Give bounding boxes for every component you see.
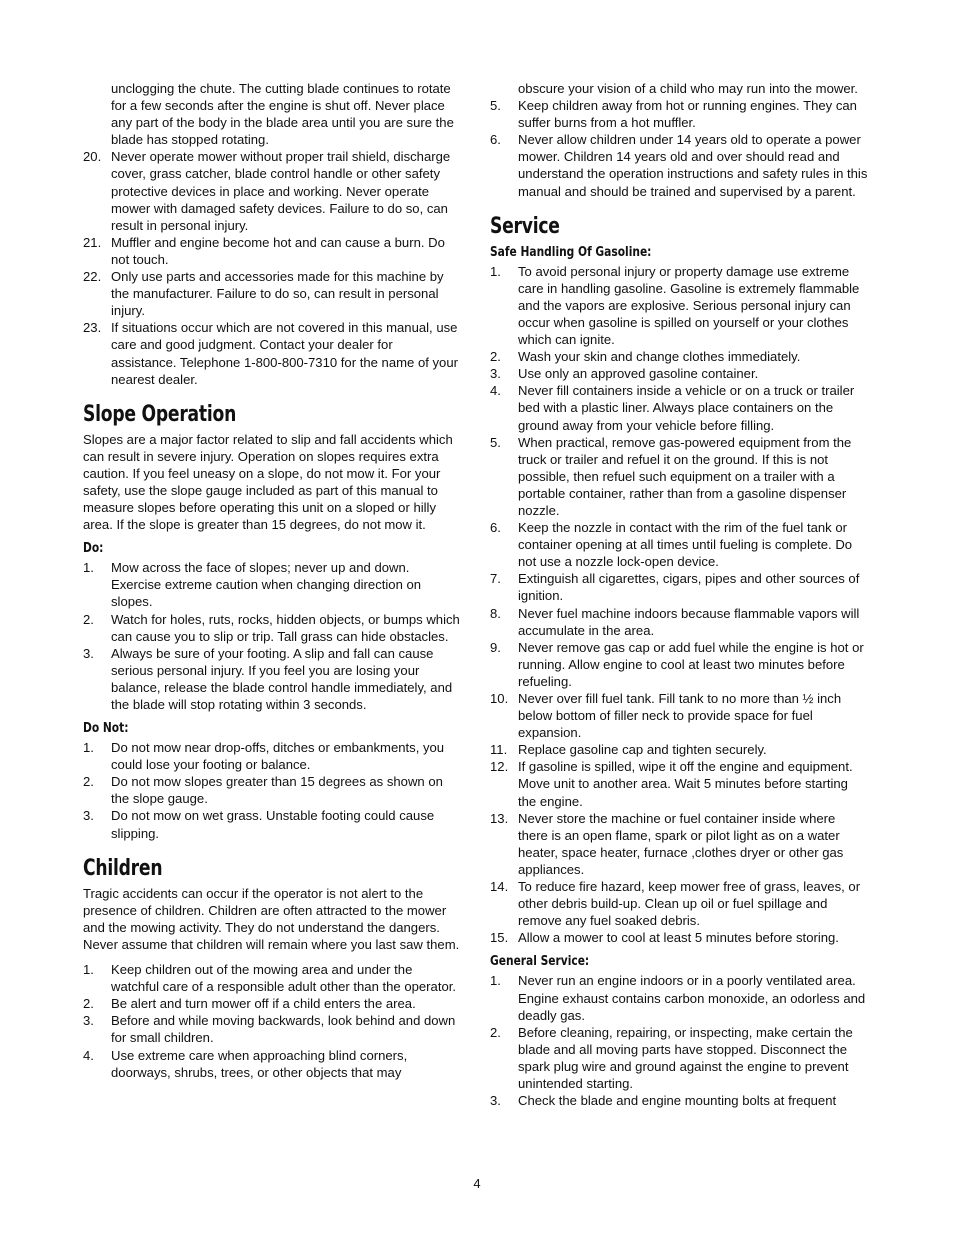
list-item-number: 6. [490, 132, 501, 148]
list-item-number: 7. [490, 571, 501, 587]
list-item [83, 268, 461, 319]
list-item-number: 3. [83, 808, 94, 824]
list-item-text: Never store the machine or fuel container inside where there is an open flame, spark or pilot light as on a water heater, space heater, furnace ,clothes dryer or other gas appliances. [518, 810, 844, 877]
list-item-number: 8. [490, 605, 501, 621]
list-item-text: When practical, remove gas-powered equipment from the truck or trailer and refuel it on the ground. If this is not possible, then refuel such equipment on a trailer with a portable container, rather than from a gasoline dispenser nozzle. [518, 434, 852, 518]
list-item-text: Before and while moving backwards, look behind and down for small children. [111, 1013, 456, 1046]
list-item [490, 1092, 868, 1109]
list-item [83, 148, 461, 233]
gasoline-list [490, 263, 868, 947]
list-item [490, 1024, 868, 1092]
list-item-text: Always be sure of your footing. A slip and fall can cause serious personal injury. If you feel you are losing your balance, release the blade control handle immediately, and the blade will stop rotating within 3 seconds. [111, 645, 453, 712]
slope-intro: Slopes are a major factor related to slip and fall accidents which can result in severe injury. Operation on slopes requires extra caution. If you feel uneasy on a slope, do not mow it. For your safety, use the slope gauge included as part of this manual to measure slopes before operating this unit on a sloped or hilly area. If the slope is greater than 15 degrees, do not mow it. [83, 431, 453, 533]
children-intro: Tragic accidents can occur if the operator is not alert to the presence of children. Children are often attracted to the mower and the mowing activity. They do not understand the dangers. Never assume that children will remain where you last saw them. [83, 885, 460, 952]
list-item-text: Muffler and engine become hot and can cause a burn. Do not touch. [111, 234, 445, 267]
list-item [490, 690, 868, 741]
list-item-number: 1. [490, 263, 501, 279]
list-item-text: To avoid personal injury or property damage use extreme care in handling gasoline. Gasoline is extremely flammable and the vapors are explosive. Serious personal injury can occur when gasoline is spilled on yourself or your clothes which can ignite. [518, 263, 860, 348]
list-item-number: 9. [490, 639, 501, 655]
list-item-number: 21. [83, 234, 102, 250]
children-list [83, 961, 461, 1081]
list-item-number: 1. [83, 560, 94, 576]
list-item [490, 878, 868, 929]
list-item-number: 2. [83, 996, 94, 1012]
list-item-number: 12. [490, 759, 509, 775]
list-item-number: 23. [83, 320, 102, 336]
safety-list-continued [83, 148, 461, 387]
list-item-number: 4. [490, 383, 501, 399]
list-item [83, 645, 461, 713]
list-item-text: Be alert and turn mower off if a child enters the area. [111, 996, 416, 1012]
list-item [490, 519, 868, 570]
list-item-text: Do not mow on wet grass. Unstable footing could cause slipping. [111, 808, 435, 841]
list-item-text: Use only an approved gasoline container. [518, 366, 759, 382]
list-item-text: Never over fill fuel tank. Fill tank to no more than ½ inch below bottom of filler neck to provide space for fuel expansion. [518, 691, 842, 741]
do-heading: Do: [83, 541, 104, 557]
list-item-number: 2. [490, 1024, 501, 1040]
intro-continuation: unclogging the chute. The cutting blade continues to rotate for a few seconds after the engine is shut off. Never place any part of the body in the blade area until you are sure the blade has stopped rotating. [111, 81, 454, 148]
list-item-number: 3. [490, 366, 501, 382]
children-continuation: obscure your vision of a child who may run into the mower. [518, 81, 858, 96]
list-item [83, 319, 461, 387]
list-item [490, 639, 868, 690]
list-item-text: Wash your skin and change clothes immediately. [518, 349, 801, 365]
general-service-list [490, 972, 868, 1109]
list-item-number: 13. [490, 810, 509, 826]
list-item [83, 559, 461, 610]
list-item-number: 6. [490, 520, 501, 536]
list-item [83, 611, 461, 645]
list-item-number: 10. [490, 691, 509, 706]
list-item-text: Mow across the face of slopes; never up and down. Exercise extreme caution when changing direction on slopes. [111, 560, 422, 610]
list-item-text: Use extreme care when approaching blind corners, doorways, shrubs, trees, or other objects that may [111, 1047, 408, 1080]
list-item-number: 5. [490, 98, 501, 114]
list-item-text: Never fuel machine indoors because flammable vapors will accumulate in the area. [518, 605, 860, 638]
list-item [490, 929, 868, 946]
list-item [490, 570, 868, 604]
list-item-text: Never allow children under 14 years old to operate a power mower. Children 14 years old and over should read and understand the operation instructions and safety rules in this manual and should be trained and supervised by a parent. [518, 132, 868, 199]
list-item [83, 807, 461, 841]
list-item-text: Never fill containers inside a vehicle or on a truck or trailer bed with a plastic liner. Always place containers on the ground away from your vehicle before filling. [518, 383, 855, 433]
list-item [83, 1047, 461, 1081]
list-item [83, 773, 461, 807]
list-item-text: If gasoline is spilled, wipe it off the engine and equipment. Move unit to another area. Wait 5 minutes before starting the engine. [518, 759, 853, 809]
service-heading: Service [490, 213, 560, 239]
page-number: 4 [473, 1176, 481, 1191]
list-item [83, 234, 461, 268]
list-item-text: Watch for holes, ruts, rocks, hidden objects, or bumps which can cause you to slip or trip. Tall grass can hide obstacles. [111, 611, 460, 644]
children-heading: Children [83, 855, 163, 881]
list-item [490, 382, 868, 433]
list-item-text: Do not mow slopes greater than 15 degrees as shown on the slope gauge. [111, 774, 443, 807]
list-item-number: 5. [490, 434, 501, 450]
list-item-text: Keep children out of the mowing area and under the watchful care of a responsible adult other than the operator. [111, 962, 457, 995]
list-item-text: Check the blade and engine mounting bolts at frequent [518, 1093, 837, 1109]
list-item-text: Before cleaning, repairing, or inspecting, make certain the blade and all moving parts have stopped. Disconnect the spark plug wire and ground against the engine to prevent unintended starting. [518, 1024, 853, 1091]
list-item [490, 97, 868, 131]
right-column [490, 80, 868, 1117]
list-item [490, 263, 868, 348]
list-item-number: 2. [490, 349, 501, 365]
list-item-number: 1. [83, 962, 94, 978]
list-item-text: Allow a mower to cool at least 5 minutes before storing. [518, 930, 839, 946]
list-item-number: 20. [83, 149, 102, 165]
list-item [490, 348, 868, 365]
do-not-list [83, 739, 461, 842]
list-item-number: 2. [83, 611, 94, 627]
list-item-number: 3. [490, 1093, 501, 1109]
left-column [83, 80, 461, 1089]
list-item-text: Keep children away from hot or running engines. They can suffer burns from a hot muffler. [518, 98, 857, 131]
list-item [83, 739, 461, 773]
list-item [83, 961, 461, 995]
list-item-number: 4. [83, 1047, 94, 1063]
list-item-text: Never run an engine indoors or in a poorly ventilated area. Engine exhaust contains carbon monoxide, an odorless and deadly gas. [518, 973, 866, 1023]
do-not-heading: Do Not: [83, 721, 129, 737]
slope-operation-heading: Slope Operation [83, 401, 237, 427]
do-list [83, 559, 461, 713]
list-item [490, 972, 868, 1023]
list-item [490, 434, 868, 519]
list-item [490, 131, 868, 199]
list-item-number: 22. [83, 269, 102, 285]
list-item-number: 11. [490, 742, 508, 758]
list-item-number: 1. [83, 740, 94, 756]
list-item-text: If situations occur which are not covered in this manual, use care and good judgment. Contact your dealer for assistance. Telephone 1-800-800-7310 for the name of your nearest dealer. [111, 320, 458, 387]
list-item [83, 995, 461, 1012]
list-item-text: Replace gasoline cap and tighten securely. [518, 742, 767, 758]
children-list-continued [490, 97, 868, 200]
list-item [83, 1012, 461, 1046]
list-item [490, 758, 868, 809]
list-item [490, 741, 868, 758]
list-item-number: 3. [83, 1013, 94, 1029]
list-item-text: Only use parts and accessories made for this machine by the manufacturer. Failure to do so, can result in personal injury. [111, 269, 444, 319]
list-item-number: 2. [83, 774, 94, 790]
list-item-text: To reduce fire hazard, keep mower free of grass, leaves, or other debris build-up. Clean up oil or fuel spillage and remove any fuel soaked debris. [518, 879, 861, 929]
list-item-number: 14. [490, 879, 509, 895]
list-item-text: Keep the nozzle in contact with the rim of the fuel tank or container opening at all times until fueling is complete. Do not use a nozzle lock-open device. [518, 520, 853, 570]
gasoline-heading: Safe Handling Of Gasoline: [490, 244, 652, 260]
list-item-number: 1. [490, 973, 501, 989]
general-service-heading: General Service: [490, 954, 590, 970]
list-item-number: 15. [490, 930, 509, 946]
list-item [490, 810, 868, 878]
list-item [490, 605, 868, 639]
list-item-text: Extinguish all cigarettes, cigars, pipes and other sources of ignition. [518, 571, 860, 604]
list-item-text: Never operate mower without proper trail shield, discharge cover, grass catcher, blade control handle or other safety protective devices in place and working. Never operate mower with damaged safety devices. Failure to do so, can result in personal injury. [111, 149, 451, 233]
list-item [490, 365, 868, 382]
list-item-text: Do not mow near drop-offs, ditches or embankments, you could lose your footing or balance. [111, 740, 445, 773]
list-item-text: Never remove gas cap or add fuel while the engine is hot or running. Allow engine to cool at least two minutes before refueling. [518, 639, 864, 689]
list-item-number: 3. [83, 645, 94, 661]
